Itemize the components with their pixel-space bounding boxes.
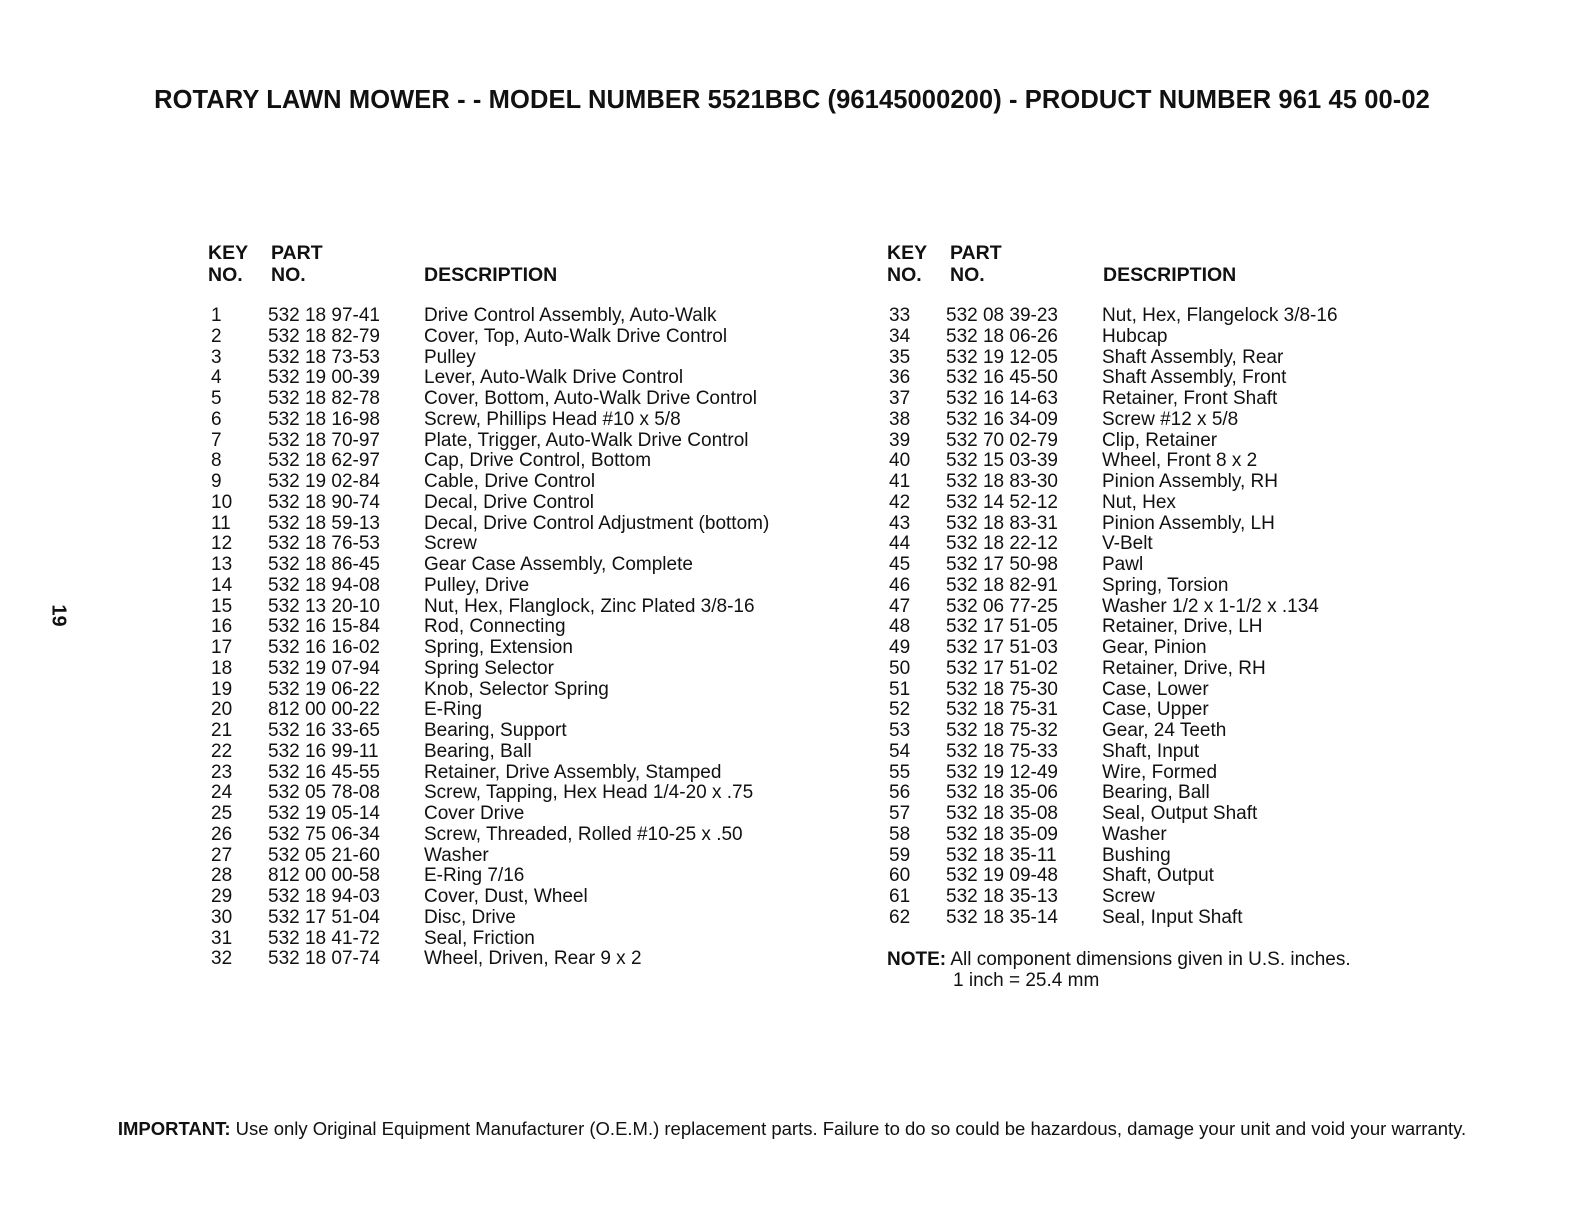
part-number: 532 16 99-11 <box>268 740 379 762</box>
part-description: Seal, Input Shaft <box>1102 906 1243 928</box>
part-description: Washer <box>424 844 489 866</box>
key-number: 10 <box>211 491 233 513</box>
part-number: 532 18 86-45 <box>268 554 380 575</box>
key-number: 34 <box>889 325 911 347</box>
part-description: E-Ring 7/16 <box>424 865 525 887</box>
key-number: 3 <box>211 346 222 368</box>
part-description: Pulley <box>424 346 476 368</box>
part-description: Cover, Dust, Wheel <box>424 886 588 907</box>
part-description: Bearing, Ball <box>1102 782 1210 804</box>
part-number: 532 18 35-08 <box>946 803 1058 824</box>
part-number: 532 17 51-03 <box>946 637 1058 658</box>
key-number: 17 <box>211 637 233 658</box>
header-key-line2: NO. <box>887 264 922 286</box>
part-description: Wheel, Driven, Rear 9 x 2 <box>424 948 642 970</box>
part-description: Decal, Drive Control <box>424 491 594 513</box>
key-number: 52 <box>889 699 911 721</box>
part-description: Cover, Bottom, Auto-Walk Drive Control <box>424 388 757 409</box>
key-number: 60 <box>889 865 911 887</box>
part-number: 532 18 73-53 <box>268 346 380 368</box>
part-description: Seal, Output Shaft <box>1102 803 1258 824</box>
key-number: 5 <box>211 388 222 409</box>
part-description: Shaft, Output <box>1102 865 1214 887</box>
part-description: Nut, Hex <box>1102 491 1176 513</box>
key-number: 28 <box>211 865 233 887</box>
part-description: Gear, Pinion <box>1102 637 1207 658</box>
part-description: Retainer, Drive Assembly, Stamped <box>424 761 722 783</box>
part-description: Seal, Friction <box>424 927 535 949</box>
part-number: 532 16 34-09 <box>946 408 1058 430</box>
key-number: 33 <box>889 305 911 326</box>
key-number: 46 <box>889 574 911 596</box>
key-number: 62 <box>889 906 911 928</box>
part-number: 532 18 59-13 <box>268 512 380 534</box>
key-number: 47 <box>889 595 911 617</box>
part-number: 532 08 39-23 <box>946 305 1058 326</box>
key-number: 38 <box>889 408 911 430</box>
key-number: 54 <box>889 740 911 762</box>
key-number: 55 <box>889 761 911 783</box>
part-number: 532 17 51-04 <box>268 906 380 928</box>
part-number: 532 16 45-50 <box>946 367 1058 389</box>
key-number: 22 <box>211 740 233 762</box>
part-description: Nut, Hex, Flangelock 3/8-16 <box>1102 305 1338 326</box>
part-number: 532 13 20-10 <box>268 595 380 617</box>
part-number: 532 18 97-41 <box>268 305 380 326</box>
key-number: 51 <box>889 678 911 700</box>
part-description: Drive Control Assembly, Auto-Walk <box>424 305 717 326</box>
key-number: 12 <box>211 533 233 555</box>
part-number: 532 19 02-84 <box>268 471 380 492</box>
part-number: 532 16 33-65 <box>268 720 380 741</box>
part-number: 532 18 75-33 <box>946 740 1058 762</box>
part-number: 532 05 21-60 <box>268 844 380 866</box>
key-number: 4 <box>211 367 222 389</box>
key-number: 56 <box>889 782 911 804</box>
key-number: 2 <box>211 325 222 347</box>
part-description: Screw, Tapping, Hex Head 1/4-20 x .75 <box>424 782 754 804</box>
part-number: 532 17 50-98 <box>946 554 1058 575</box>
header-part-line2: NO. <box>271 264 306 286</box>
part-number: 532 18 75-30 <box>946 678 1058 700</box>
key-number: 11 <box>211 512 231 534</box>
key-number: 31 <box>211 927 233 949</box>
part-description: Retainer, Front Shaft <box>1102 388 1278 409</box>
part-description: Spring, Torsion <box>1102 574 1229 596</box>
key-number: 42 <box>889 491 911 513</box>
part-description: Spring Selector <box>424 657 554 679</box>
header-key-line2: NO. <box>208 264 243 286</box>
key-number: 44 <box>889 533 911 555</box>
part-number: 532 18 83-31 <box>946 512 1058 534</box>
part-description: Clip, Retainer <box>1102 429 1218 451</box>
important-label: IMPORTANT: <box>117 1118 231 1139</box>
part-number: 532 18 16-98 <box>268 408 380 430</box>
part-number: 532 18 75-32 <box>946 720 1058 741</box>
key-number: 8 <box>211 450 222 472</box>
key-number: 43 <box>889 512 911 534</box>
part-description: Cover Drive <box>424 803 525 824</box>
note <box>887 949 1351 991</box>
header-part-line1: PART <box>271 242 323 264</box>
key-number: 19 <box>211 678 233 700</box>
header-description: DESCRIPTION <box>1103 264 1237 286</box>
part-number: 532 18 35-06 <box>946 782 1058 804</box>
key-number: 35 <box>889 346 911 368</box>
part-number: 532 18 35-14 <box>946 906 1058 928</box>
part-number: 532 05 78-08 <box>268 782 380 804</box>
part-number: 532 16 16-02 <box>268 637 380 658</box>
key-number: 23 <box>211 761 233 783</box>
key-number: 37 <box>889 388 911 409</box>
part-number: 532 16 15-84 <box>268 616 380 638</box>
part-description: Retainer, Drive, LH <box>1102 616 1263 638</box>
part-number: 532 18 82-91 <box>946 574 1058 596</box>
key-number: 14 <box>211 574 233 596</box>
part-number: 532 19 06-22 <box>268 678 380 700</box>
part-number: 532 15 03-39 <box>946 450 1058 472</box>
key-number: 9 <box>211 471 222 492</box>
part-description: Hubcap <box>1102 325 1168 347</box>
part-description: Gear Case Assembly, Complete <box>424 554 693 575</box>
key-number: 30 <box>211 906 233 928</box>
important-notice <box>0 1118 1584 1140</box>
part-description: Washer <box>1102 823 1167 845</box>
part-description: Wheel, Front 8 x 2 <box>1102 450 1258 472</box>
note-line1: All component dimensions given in U.S. inches. <box>950 949 1351 970</box>
part-description: Screw #12 x 5/8 <box>1102 408 1239 430</box>
part-number: 532 18 82-79 <box>268 325 380 347</box>
key-number: 41 <box>889 471 911 492</box>
part-description: Retainer, Drive, RH <box>1102 657 1266 679</box>
part-description: Lever, Auto-Walk Drive Control <box>424 367 684 389</box>
part-number: 532 19 09-48 <box>946 865 1058 887</box>
part-description: Pawl <box>1102 554 1144 575</box>
note-label: NOTE: <box>887 949 947 970</box>
header-key-line1: KEY <box>887 242 928 264</box>
part-description: Screw, Threaded, Rolled #10-25 x .50 <box>424 823 743 845</box>
part-description: Knob, Selector Spring <box>424 678 609 700</box>
part-number: 532 19 12-49 <box>946 761 1058 783</box>
part-number: 532 18 41-72 <box>268 927 380 949</box>
part-number: 532 17 51-02 <box>946 657 1058 679</box>
key-number: 25 <box>211 803 233 824</box>
part-number: 532 18 22-12 <box>946 533 1058 555</box>
header-part-line2: NO. <box>950 264 985 286</box>
key-number: 21 <box>211 720 233 741</box>
part-description: Disc, Drive <box>424 906 516 928</box>
part-number: 532 19 12-05 <box>946 346 1058 368</box>
header-key-line1: KEY <box>208 242 249 264</box>
part-description: Wire, Formed <box>1102 761 1218 783</box>
key-number: 7 <box>211 429 222 451</box>
key-number: 59 <box>889 844 911 866</box>
key-number: 27 <box>211 844 233 866</box>
part-number: 532 75 06-34 <box>268 823 380 845</box>
part-description: Rod, Connecting <box>424 616 566 638</box>
note-line2: 1 inch = 25.4 mm <box>953 970 1100 991</box>
page-number: 19 <box>47 604 70 627</box>
part-number: 532 18 35-11 <box>946 844 1057 866</box>
key-number: 16 <box>211 616 233 638</box>
part-number: 532 19 05-14 <box>268 803 380 824</box>
part-number: 532 14 52-12 <box>946 491 1058 513</box>
key-number: 20 <box>211 699 233 721</box>
key-number: 1 <box>211 305 222 326</box>
header-description: DESCRIPTION <box>424 264 558 286</box>
key-number: 13 <box>211 554 233 575</box>
part-number: 532 18 76-53 <box>268 533 380 555</box>
part-description: Gear, 24 Teeth <box>1102 720 1227 741</box>
part-description: Screw <box>424 533 477 555</box>
part-description: Shaft, Input <box>1102 740 1200 762</box>
part-description: Washer 1/2 x 1-1/2 x .134 <box>1102 595 1319 617</box>
part-number: 532 18 35-09 <box>946 823 1058 845</box>
key-number: 50 <box>889 657 911 679</box>
part-number: 812 00 00-22 <box>268 699 380 721</box>
part-description: Cable, Drive Control <box>424 471 596 492</box>
part-number: 532 19 00-39 <box>268 367 380 389</box>
key-number: 36 <box>889 367 911 389</box>
part-description: Bearing, Support <box>424 720 567 741</box>
part-number: 532 18 94-08 <box>268 574 380 596</box>
header-part-line1: PART <box>950 242 1002 264</box>
part-number: 532 18 94-03 <box>268 886 380 907</box>
part-number: 532 70 02-79 <box>946 429 1058 451</box>
part-description: Cover, Top, Auto-Walk Drive Control <box>424 325 728 347</box>
key-number: 29 <box>211 886 233 907</box>
part-number: 532 18 82-78 <box>268 388 380 409</box>
part-number: 532 17 51-05 <box>946 616 1058 638</box>
key-number: 18 <box>211 657 233 679</box>
important-text: Use only Original Equipment Manufacturer (O.E.M.) replacement parts. Failure to do so could be hazardous, damage your unit and void your warranty. <box>235 1118 1467 1139</box>
part-number: 812 00 00-58 <box>268 865 380 887</box>
part-number: 532 16 45-55 <box>268 761 380 783</box>
part-description: Case, Upper <box>1102 699 1209 721</box>
part-description: Nut, Hex, Flanglock, Zinc Plated 3/8-16 <box>424 595 755 617</box>
key-number: 40 <box>889 450 911 472</box>
part-number: 532 18 75-31 <box>946 699 1058 721</box>
page-title: ROTARY LAWN MOWER - - MODEL NUMBER 5521BBC (96145000200) - PRODUCT NUMBER 961 45 00-02 <box>154 86 1430 114</box>
part-number: 532 16 14-63 <box>946 388 1058 409</box>
key-number: 58 <box>889 823 911 845</box>
part-number: 532 18 07-74 <box>268 948 380 970</box>
part-description: Cap, Drive Control, Bottom <box>424 450 652 472</box>
part-number: 532 18 62-97 <box>268 450 380 472</box>
key-number: 6 <box>211 408 222 430</box>
part-description: Bearing, Ball <box>424 740 532 762</box>
part-description: Shaft Assembly, Front <box>1102 367 1287 389</box>
part-description: Shaft Assembly, Rear <box>1102 346 1284 368</box>
key-number: 39 <box>889 429 911 451</box>
key-number: 49 <box>889 637 911 658</box>
key-number: 45 <box>889 554 911 575</box>
part-description: Plate, Trigger, Auto-Walk Drive Control <box>424 429 749 451</box>
part-number: 532 18 06-26 <box>946 325 1058 347</box>
part-description: Spring, Extension <box>424 637 573 658</box>
key-number: 48 <box>889 616 911 638</box>
part-number: 532 18 83-30 <box>946 471 1058 492</box>
part-number: 532 18 35-13 <box>946 886 1058 907</box>
part-description: Decal, Drive Control Adjustment (bottom) <box>424 512 770 534</box>
part-description: E-Ring <box>424 699 483 721</box>
part-description: Case, Lower <box>1102 678 1209 700</box>
part-number: 532 19 07-94 <box>268 657 380 679</box>
key-number: 57 <box>889 803 911 824</box>
part-number: 532 18 70-97 <box>268 429 380 451</box>
part-description: Pinion Assembly, LH <box>1102 512 1275 534</box>
key-number: 26 <box>211 823 233 845</box>
key-number: 32 <box>211 948 233 970</box>
key-number: 24 <box>211 782 233 804</box>
part-description: V-Belt <box>1102 533 1153 555</box>
key-number: 61 <box>889 886 911 907</box>
key-number: 15 <box>211 595 233 617</box>
part-number: 532 18 90-74 <box>268 491 380 513</box>
part-description: Pinion Assembly, RH <box>1102 471 1278 492</box>
part-description: Screw, Phillips Head #10 x 5/8 <box>424 408 681 430</box>
key-number: 53 <box>889 720 911 741</box>
part-description: Pulley, Drive <box>424 574 530 596</box>
part-number: 532 06 77-25 <box>946 595 1058 617</box>
part-description: Bushing <box>1102 844 1171 866</box>
part-description: Screw <box>1102 886 1155 907</box>
